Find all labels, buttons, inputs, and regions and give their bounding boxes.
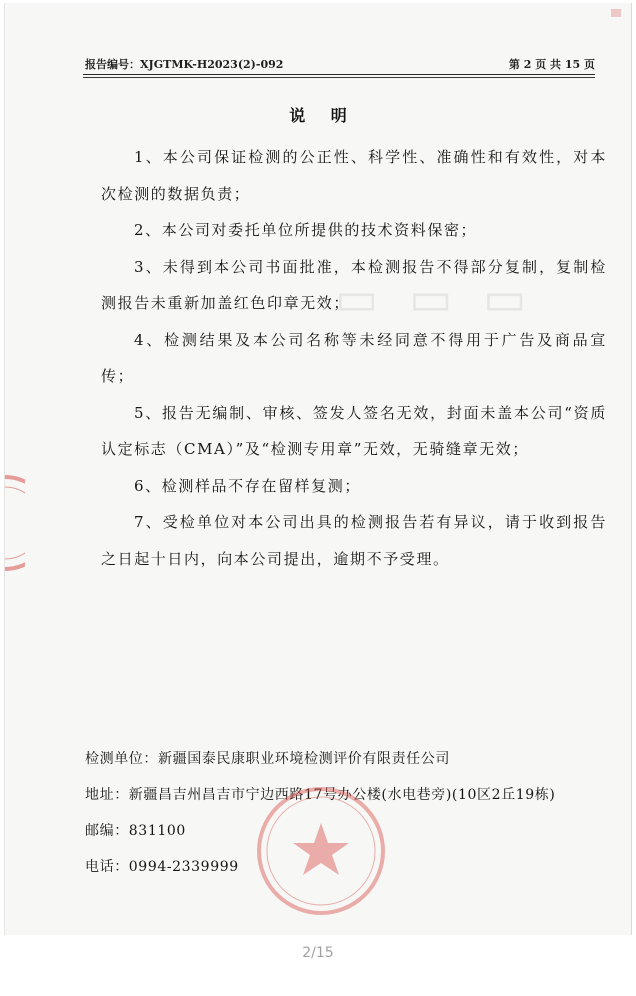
page-title: 说 明 [289, 106, 357, 125]
statement-item-5: 5、报告无编制、审核、签发人签名无效，封面未盖本公司“资质认定标志（CMA）”及“检测专用章”无效，无骑缝章无效； [101, 403, 607, 458]
header-rule-thin [83, 77, 595, 78]
postcode: 邮编：831100 [85, 823, 186, 839]
statement-item-3: 3、未得到本公司书面批准，本检测报告不得部分复制，复制检测报告未重新加盖红色印章无效； [101, 257, 607, 312]
show-through-texture: ▭ ▭ ▭ [335, 271, 535, 325]
statement-item-1: 1、本公司保证检测的公正性、科学性、准确性和有效性，对本次检测的数据负责； [101, 148, 607, 203]
testing-unit: 检测单位：新疆国泰民康职业环境检测评价有限责任公司 [85, 751, 450, 767]
statement-item-4: 4、检测结果及本公司名称等未经同意不得用于广告及商品宣传； [101, 330, 607, 385]
page-indicator: 2/15 [302, 945, 334, 961]
company-seal-stamp [253, 783, 389, 919]
corner-mark [611, 9, 621, 17]
report-page [4, 3, 632, 935]
statement-item-6: 6、检测样品不存在留样复测； [134, 476, 361, 495]
report-number: 报告编号：XJGTMK-H2023(2)-092 [85, 58, 284, 71]
page-label: 第 2 页 共 15 页 [508, 58, 595, 71]
header-rule [83, 74, 595, 75]
statement-list [101, 139, 607, 577]
phone: 电话：0994-2339999 [85, 859, 239, 875]
statement-item-2: 2、本公司对委托单位所提供的技术资料保密； [134, 221, 478, 239]
address: 地址：新疆昌吉州昌吉市宁边西路17号办公楼(水电巷旁)(10区2丘19栋) [85, 787, 556, 803]
statement-item-7: 7、受检单位对本公司出具的检测报告若有异议，请于收到报告之日起十日内，向本公司提出，逾期不予受理。 [101, 513, 607, 568]
perforation-seal-stamp [4, 473, 25, 573]
